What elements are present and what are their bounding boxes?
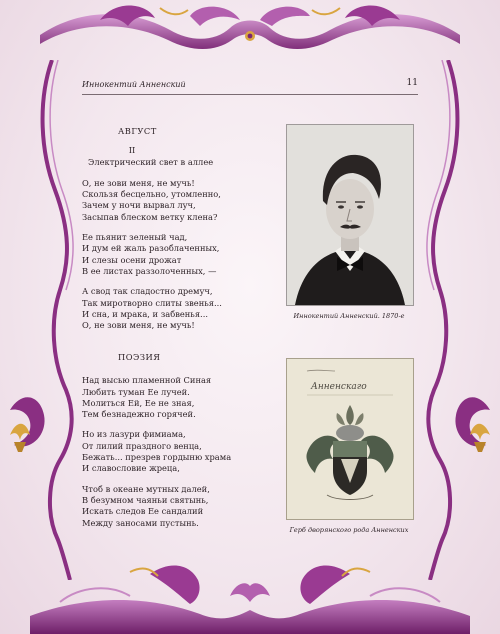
verse-line: И слезы осени дрожат <box>82 254 182 265</box>
coat-script-title: Анненскаго <box>311 382 367 392</box>
stanza <box>82 286 282 331</box>
verse-line: В ее листах раззолоченных, — <box>82 265 217 276</box>
verse-line: Чтоб в океане мутных далей, <box>82 483 210 494</box>
poem-subtitle: Электрический свет в аллее <box>88 156 214 167</box>
top-ornament <box>40 0 460 62</box>
stanza <box>82 429 282 474</box>
portrait-photo <box>286 124 414 306</box>
verse-line: Любить туман Ее лучей. <box>82 386 190 397</box>
verse-line: И дум ей жаль разоблаченных, <box>82 243 220 254</box>
page-number: 11 <box>406 78 418 88</box>
coat-of-arms-image <box>286 358 414 520</box>
verse-line: Скользя бесцельно, утомленно, <box>82 189 221 200</box>
verse-line: Зачем у ночи вырвал луч, <box>82 200 196 211</box>
verse-line: Засыпав блеском ветку клена? <box>82 211 218 222</box>
portrait-image <box>287 125 413 305</box>
header-author: Иннокентий Анненский <box>82 80 186 89</box>
poem-section-numeral: II <box>128 145 136 156</box>
coat-of-arms-drawing <box>287 359 413 519</box>
verse-line: Искать следов Ее сандалий <box>82 506 204 517</box>
verse-line: Так миротворно слиты звенья... <box>82 297 222 308</box>
poem-poetry <box>82 352 282 529</box>
verse-line: И сна, и мрака, и забвенья... <box>82 308 208 319</box>
stanza <box>82 484 282 529</box>
right-border-ornament <box>418 60 500 580</box>
verse-line: В безумном чаяньи святынь, <box>82 494 209 505</box>
bottom-ornament <box>30 556 470 634</box>
verse-line: От лилий праздного венца, <box>82 440 202 451</box>
verse-line: Бежать... презрев гордыню храма <box>82 452 232 463</box>
verse-line: О, не зови меня, не мучь! <box>82 177 195 188</box>
poem-august <box>82 126 282 331</box>
verse-line: Над высью пламенной Синая <box>82 375 212 386</box>
stanza <box>82 178 282 223</box>
verse-line: Ее пьянит зеленый чад, <box>82 232 188 243</box>
header-rule <box>82 94 418 95</box>
portrait-caption: Иннокентий Анненский. 1870-е <box>293 312 405 320</box>
verse-line: Но из лазури фимиама, <box>82 429 186 440</box>
verse-line: О, не зови меня, не мучь! <box>82 320 195 331</box>
stanza <box>82 232 282 277</box>
running-header <box>82 78 418 94</box>
verse-line: Молиться Ей, Ее не зная, <box>82 397 195 408</box>
coat-caption: Герб дворянского рода Анненских <box>289 526 409 534</box>
verse-line: А свод так сладостно дремуч, <box>82 286 213 297</box>
stanza <box>82 375 282 420</box>
poem-title: ПОЭЗИЯ <box>118 352 161 362</box>
verse-line: Между заносами пустынь. <box>82 517 199 528</box>
poem-title: АВГУСТ <box>118 126 157 136</box>
verse-line: Тем безнадежно горячей. <box>82 409 196 420</box>
verse-line: И славословие жреца, <box>82 463 180 474</box>
left-border-ornament <box>0 60 82 580</box>
